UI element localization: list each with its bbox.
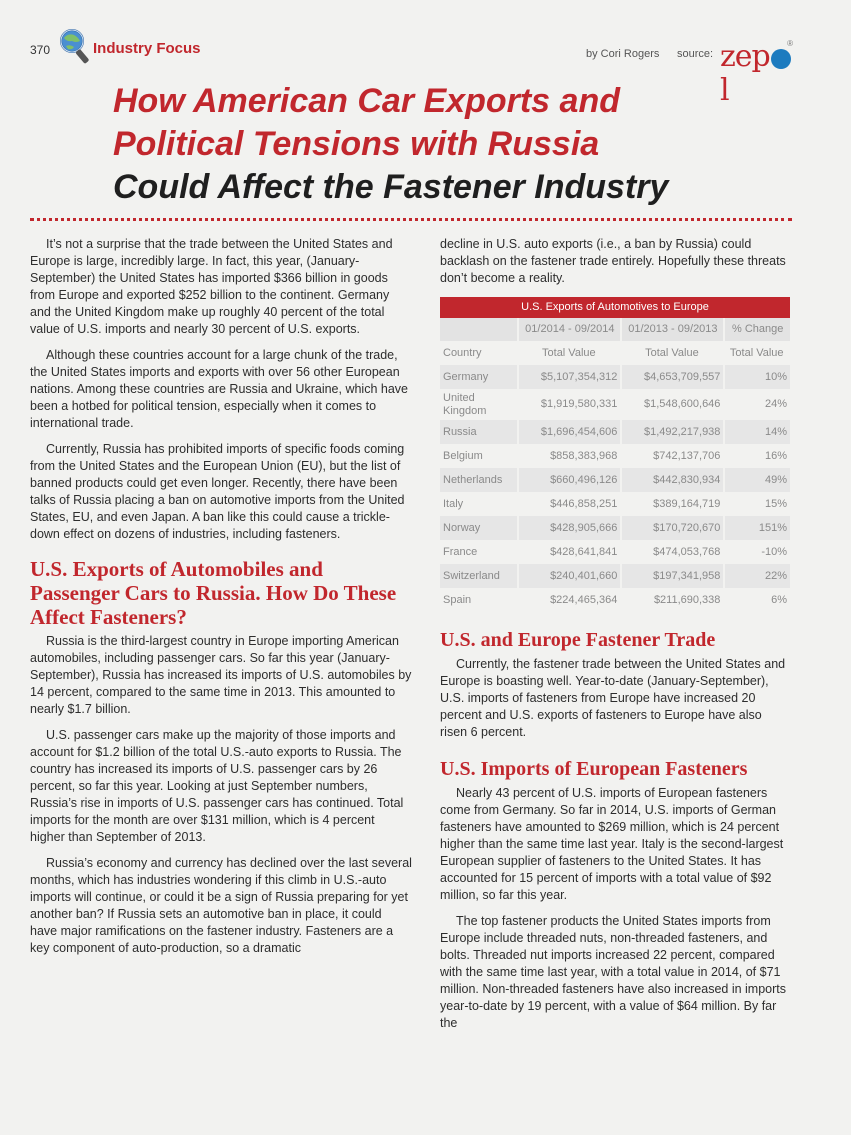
table-cell-value-2014: $446,858,251	[517, 492, 620, 516]
table-header-blank	[440, 318, 517, 341]
paragraph: Currently, the fastener trade between the United States and Europe is boasting well. Year-to-date (January-September), U.S. imports of fasteners from Europe have increased 20 percent and U.S. exports of fasteners to Europe have also risen 6 percent.	[440, 657, 786, 739]
paragraph: Russia’s economy and currency has declined over the last several months, which has industries wondering if this climb in U.S.-auto imports will continue, or could it be a sign of Russia preparing for yet another ban? If Russia sets an automotive ban in place, it could have major ramifications on the fastener industry. Fasteners are a key component of auto-production, so a dramatic	[30, 856, 412, 955]
paragraph: The top fastener products the United States imports from Europe include threaded nuts, non-threaded fasteners, and bolts. Threaded nut imports increased 22 percent, compared with the same time last year, with a total value in 2014, of $71 million. Non-threaded fasteners have also increased in imports year-to-date by 19 percent, with a value of $64 million. By far the	[440, 914, 787, 1030]
exports-table	[440, 297, 790, 612]
table-row	[440, 389, 790, 420]
left-column	[30, 236, 412, 966]
title-line-2: Political Tensions with Russia	[113, 125, 600, 163]
table-cell-value-2013: $197,341,958	[620, 564, 723, 588]
paragraph: Russia is the third-largest country in Europe importing American automobiles, including passenger cars. So far this year (January-September), Russia has increased its imports of U.S. automobiles by 14 percent, compared to the same time in 2013. This amounted to nearly $1.7 billion.	[30, 634, 412, 716]
table-cell-value-2013: $1,492,217,938	[620, 420, 723, 444]
table-title-row	[440, 297, 790, 318]
table-row	[440, 468, 790, 492]
table-header-country: Country	[440, 341, 517, 365]
page-number: 370	[30, 43, 51, 57]
logo-globe-icon	[771, 49, 791, 69]
trademark-mark: ®	[787, 39, 792, 48]
title-line-3: Could Affect the Fastener Industry	[113, 168, 669, 206]
table-header-total-value: Total Value	[517, 341, 620, 365]
section-heading: U.S. Exports of Automobiles and Passenger Cars to Russia. How Do These Affect Fasteners?	[30, 557, 397, 629]
table-cell-value-2014: $428,905,666	[517, 516, 620, 540]
logo-text-end: l	[720, 73, 729, 108]
table-cell-country: Russia	[440, 420, 517, 444]
table-body	[440, 365, 790, 612]
paragraph: decline in U.S. auto exports (i.e., a ban by Russia) could backlash on the fastener trade entirely. Hopefully these threats don’t become a reality.	[440, 237, 786, 285]
table-cell-country: France	[443, 545, 478, 558]
table-row	[440, 492, 790, 516]
source-label: source:	[677, 48, 714, 60]
right-column	[440, 236, 792, 1041]
table-cell-value-2014: $224,465,364	[517, 588, 620, 612]
table-row	[440, 564, 790, 588]
paragraph: Nearly 43 percent of U.S. imports of European fasteners come from Germany. So far in 2014, U.S. imports of German fasteners have amounted to $269 million, which is 24 percent higher than the same time last year. Italy is the second-largest European supplier of fasteners to the United States. It has accounted for 15 percent of imports with a total value of $92 million, so far this year.	[440, 786, 784, 902]
table-cell-country: Belgium	[443, 449, 483, 462]
table-header-total-value: Total Value	[620, 341, 723, 365]
logo-text-start: zep	[720, 39, 770, 74]
table-cell-change: -10%	[723, 540, 790, 564]
table-cell-country: Italy	[443, 497, 464, 510]
section-heading: U.S. Imports of European Fasteners	[440, 758, 748, 780]
table-row	[440, 444, 790, 468]
table-cell-country: Switzerland	[440, 564, 517, 588]
table-cell-value-2013: $389,164,719	[620, 492, 723, 516]
table-cell-country: Norway	[440, 516, 517, 540]
table-cell-country: Spain	[443, 593, 472, 606]
paragraph: Although these countries account for a large chunk of the trade, the United States imports and exports with over 56 other European nations. Among these countries are Russia and Ukraine, which have been a hotbed for political tension, especially when it comes to international trade.	[30, 348, 408, 430]
table-cell-value-2013: $4,653,709,557	[620, 365, 723, 389]
table-cell-change: 49%	[723, 468, 790, 492]
table-cell-country: United Kingdom	[443, 391, 487, 417]
table-cell-value-2013: $211,690,338	[620, 588, 723, 612]
table-row	[440, 516, 790, 540]
paragraph: Currently, Russia has prohibited imports of specific foods coming from the United States and the European Union (EU), but the list of banned products could get even longer. Recently, there have been talks of Russia placing a ban on automotive imports from the United States, EU, and even Japan. A ban like this could cause a trickle-down effect on dozens of industries, including fasteners.	[30, 442, 405, 541]
table-cell-value-2014: $1,696,454,606	[517, 420, 620, 444]
table-header-period-2013: 01/2013 - 09/2013	[620, 318, 723, 341]
table-cell-country: Germany	[440, 365, 517, 389]
table-cell-value-2014: $240,401,660	[517, 564, 620, 588]
table-cell-change: 151%	[723, 516, 790, 540]
exports-table-container	[440, 297, 790, 612]
table-title: U.S. Exports of Automotives to Europe	[440, 297, 790, 318]
paragraph: It’s not a surprise that the trade between the United States and Europe is large, incredibly large. In fact, this year, (January-September) the United States has imported $366 billion in goods from Europe and exported $252 billion to the continent. Germany and the United Kingdom make up roughly 40 percent of the total value of U.S. imports and nearly 30 percent of U.S. exports.	[30, 237, 393, 336]
table-period-row	[440, 318, 790, 341]
article-title	[113, 80, 833, 209]
table-cell-change: 6%	[723, 588, 790, 612]
table-row	[440, 420, 790, 444]
table-row	[440, 540, 790, 564]
table-cell-change: 22%	[723, 564, 790, 588]
table-row	[440, 588, 790, 612]
source-logo	[720, 39, 792, 108]
table-cell-value-2013: $170,720,670	[620, 516, 723, 540]
table-row	[440, 365, 790, 389]
table-cell-country: Netherlands	[440, 468, 517, 492]
table-cell-value-2014: $660,496,126	[517, 468, 620, 492]
magnifier-globe-icon	[58, 27, 92, 65]
table-cell-change: 15%	[723, 492, 790, 516]
table-subheader-row	[440, 341, 790, 365]
section-label: Industry Focus	[93, 40, 201, 57]
section-heading: U.S. and Europe Fastener Trade	[440, 629, 716, 651]
table-cell-value-2014: $858,383,968	[517, 444, 620, 468]
table-cell-change: 10%	[723, 365, 790, 389]
table-cell-value-2013: $442,830,934	[620, 468, 723, 492]
table-cell-value-2014: $5,107,354,312	[517, 365, 620, 389]
title-divider	[30, 218, 792, 221]
table-cell-value-2013: $474,053,768	[620, 540, 723, 564]
paragraph: U.S. passenger cars make up the majority of those imports and account for $1.2 billion of the total U.S.-auto exports to Russia. The country has increased its imports of U.S. passenger cars by 26 percent, so far this year. Looking at just September numbers, Russia’s rise in imports of U.S. passenger cars has continued. Total imports for the month are over $131 million, which is 4 percent higher than September of 2013.	[30, 728, 404, 844]
table-cell-change: 14%	[723, 420, 790, 444]
table-header-change: % Change	[723, 318, 790, 341]
table-header-total-value: Total Value	[723, 341, 790, 365]
table-cell-change: 24%	[723, 389, 790, 420]
table-cell-value-2013: $1,548,600,646	[620, 389, 723, 420]
table-cell-value-2014: $1,919,580,331	[517, 389, 620, 420]
table-cell-value-2013: $742,137,706	[620, 444, 723, 468]
title-line-1: How American Car Exports and	[113, 82, 620, 120]
table-header-period-2014: 01/2014 - 09/2014	[517, 318, 620, 341]
table-cell-change: 16%	[723, 444, 790, 468]
table-cell-value-2014: $428,641,841	[517, 540, 620, 564]
byline: by Cori Rogers	[586, 48, 660, 60]
